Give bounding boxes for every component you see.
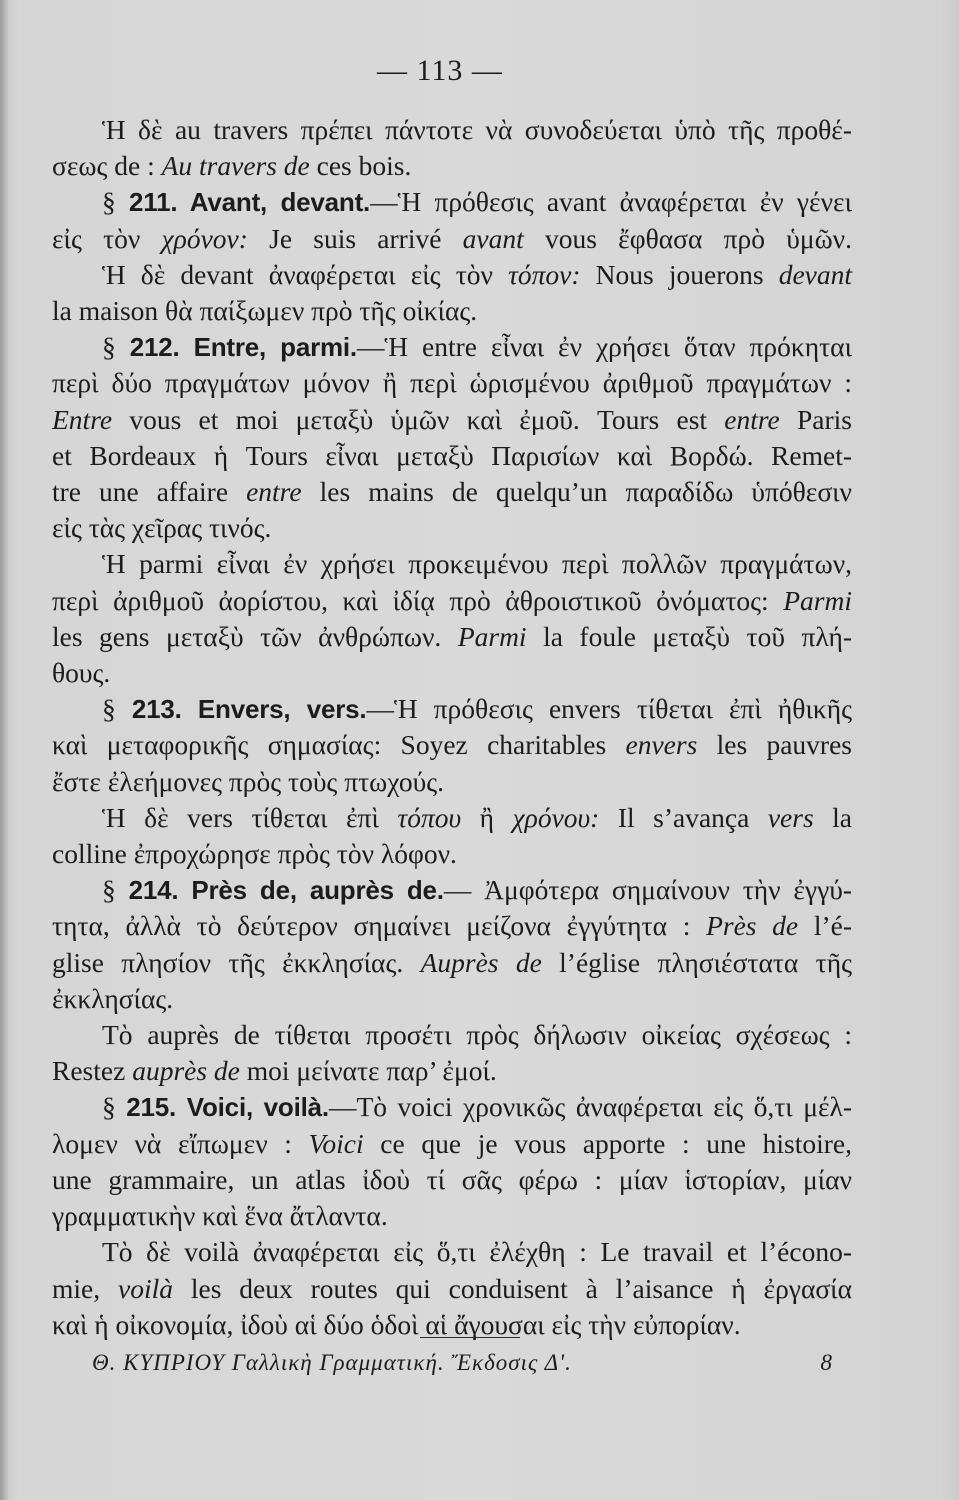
page-binding-edge xyxy=(0,0,8,1500)
text-line: περὶ ἀριθμοῦ ἀορίστου, καὶ ἰδίᾳ πρὸ ἀθροιστικοῦ ὀνόματος: Parmi xyxy=(52,584,852,616)
section-213: § 213. Envers, vers.—Ἡ πρόθεσις envers τίθεται ἐπὶ ἠθικῆς xyxy=(102,693,852,725)
text-line: Ἡ δὲ devant ἀναφέρεται εἰς τὸν τόπον: Nous jouerons devant xyxy=(102,258,852,290)
text-line: la maison θὰ παίξωμεν πρὸ τῆς οἰκίας. xyxy=(52,295,478,327)
section-heading: 215. Voici, voilà. xyxy=(126,1092,329,1123)
text-line: λομεν νὰ εἴπωμεν : Voici ce que je vous apporte : une histoire, xyxy=(52,1127,852,1159)
section-heading: 213. Envers, vers. xyxy=(131,694,367,725)
text-line: εἰς τὸν χρόνον: Je suis arrivé avant vous ἔφθασα πρὸ ὑμῶν. xyxy=(52,222,852,254)
text-line: καὶ μεταφορικῆς σημασίας: Soyez charitables envers les pauvres xyxy=(52,729,852,761)
text-line: γραμματικὴν καὶ ἕνα ἄτλαντα. xyxy=(52,1200,388,1232)
footer-rule xyxy=(420,1337,520,1338)
text-line: καὶ ἡ οἰκονομία, ἰδοὺ αἱ δύο ὁδοὶ αἱ ἄγουσαι εἰς τὴν εὐπορίαν. xyxy=(52,1308,741,1340)
section-heading: 211. Avant, devant. xyxy=(128,187,371,218)
text-line: mie, voilà les deux routes qui conduisent à l’aisance ἡ ἐργασία xyxy=(52,1272,852,1304)
section-symbol: § xyxy=(102,874,129,906)
text-line: ἐκκλησίας. xyxy=(52,982,174,1014)
section-211: § 211. Avant, devant.—Ἡ πρόθεσις avant ἀναφέρεται ἐν γένει xyxy=(102,186,852,218)
text-line: une grammaire, un atlas ἰδοὺ τί σᾶς φέρω : μίαν ἱστορίαν, μίαν xyxy=(52,1163,852,1195)
text-line: σεως de : Au travers de ces bois. xyxy=(52,150,412,182)
section-215: § 215. Voici, voilà.—Τὸ voici χρονικῶς ἀναφέρεται εἰς ὅ,τι μέλ- xyxy=(102,1091,852,1123)
text-line: περὶ δύο πραγμάτων μόνον ἢ περὶ ὡρισμένου ἀριθμοῦ πραγμάτων : xyxy=(52,367,852,399)
text-line: tre une affaire entre les mains de quelqu’un παραδίδω ὑπόθεσιν xyxy=(52,476,852,508)
section-symbol: § xyxy=(102,331,130,363)
page-number: — 113 — xyxy=(377,54,503,87)
text-line: τητα, ἀλλὰ τὸ δεύτερον σημαίνει μείζονα ἐγγύτητα : Près de l’é- xyxy=(52,910,852,942)
section-212: § 212. Entre, parmi.—Ἡ entre εἶναι ἐν χρήσει ὅταν πρόκηται xyxy=(102,331,852,363)
section-symbol: § xyxy=(102,1091,127,1123)
text-line: Ἡ δὲ vers τίθεται ἐπὶ τόπου ἢ χρόνου: Il s’avança vers la xyxy=(102,801,853,833)
text-line: θους. xyxy=(52,657,111,689)
section-heading: 212. Entre, parmi. xyxy=(129,332,357,363)
section-symbol: § xyxy=(102,693,132,725)
text-line: Ἡ δὲ au travers πρέπει πάντοτε νὰ συνοδεύεται ὑπὸ τῆς προθέ- xyxy=(102,114,852,145)
sheet-number: 8 xyxy=(820,1350,832,1375)
section-heading: 214. Près de, auprès de. xyxy=(128,875,444,906)
text-line: Entre vous et moi μεταξὺ ὑμῶν καὶ ἐμοῦ. Tours est entre Paris xyxy=(52,403,853,435)
printer-signature-footer xyxy=(92,1350,832,1376)
text-line: les gens μεταξὺ τῶν ἀνθρώπων. Parmi la foule μεταξὺ τοῦ πλή- xyxy=(52,620,852,652)
text-line: colline ἐπροχώρησε πρὸς τὸν λόφον. xyxy=(52,838,457,870)
text-line: Τὸ auprès de τίθεται προσέτι πρὸς δήλωσιν οἰκείας σχέσεως : xyxy=(102,1019,852,1051)
text-line: Ἡ parmi εἶναι ἐν χρήσει προκειμένου περὶ πολλῶν πραγμάτων, xyxy=(102,548,852,580)
text-line: εἰς τὰς χεῖρας τινός. xyxy=(52,512,272,544)
text-line: glise πλησίον τῆς ἐκκλησίας. Auprès de l’église πλησιέστατα τῆς xyxy=(52,946,852,978)
text-line: et Bordeaux ἡ Tours εἶναι μεταξὺ Παρισίων καὶ Βορδώ. Remet- xyxy=(52,439,852,471)
text-line: Restez auprès de moi μείνατε παρ’ ἐμοί. xyxy=(52,1055,497,1087)
section-symbol: § xyxy=(102,186,129,218)
text-line: ἔστε ἐλεήμονες πρὸς τοὺς πτωχούς. xyxy=(52,765,444,797)
text-line: Τὸ δὲ voilà ἀναφέρεται εἰς ὅ,τι ἐλέχθη : Le travail et l’écono- xyxy=(102,1236,852,1268)
page-body xyxy=(52,112,852,1343)
footer-text: Θ. ΚΥΠΡΙΟΥ Γαλλικὴ Γραμματική. Ἔκδοσις Δ'. xyxy=(92,1350,572,1375)
section-214: § 214. Près de, auprès de.— Ἀμφότερα σημαίνουν τὴν ἐγγύ- xyxy=(102,874,853,906)
